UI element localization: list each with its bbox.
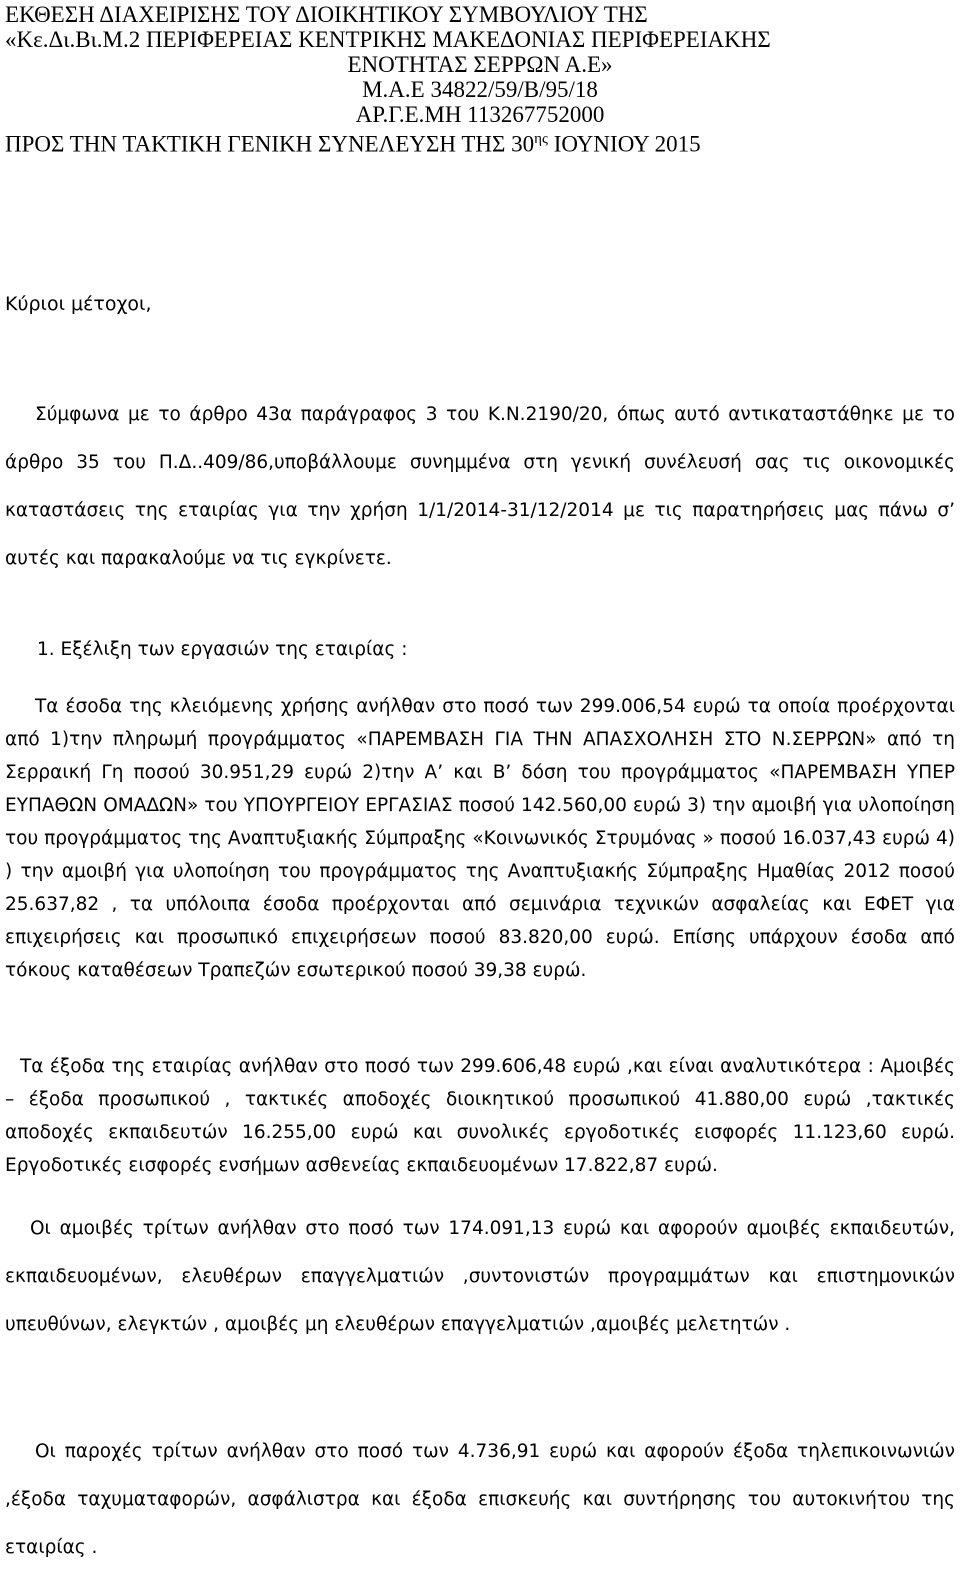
third-party-supplies-paragraph: Οι παροχές τρίτων ανήλθαν στο ποσό των 4.736,91 ευρώ και αφορούν έξοδα τηλεπικοινωνιών ,έξοδα ταχυματαφορών, ασφάλιστρα και έξοδα επισκευής και συντήρησης του αυτοκινήτου της εταιρίας . (5, 1441, 955, 1558)
header-line-assembly (5, 127, 955, 157)
assembly-date: ΙΟΥΝΙΟΥ 2015 (547, 131, 701, 157)
expenses-paragraph: Τα έξοδα της εταιρίας ανήλθαν στο ποσό των 299.606,48 ευρώ ,και είναι αναλυτικότερα : Αμοιβές – έξοδα προσωπικού , τακτικές αποδοχές διοικητικού προσωπικού 41.880,00 ευρώ ,τακτικές αποδοχές εκπαιδευτών 16.255,00 ευρώ και συνολικές εργοδοτικές εισφορές 11.123,60 ευρώ. Εργοδοτικές εισφορές ενσήμων ασθενείας εκπαιδευομένων 17.822,87 ευρώ. (5, 1056, 955, 1176)
header-line-registry-number: Μ.Α.Ε 34822/59/Β/95/18 (362, 77, 598, 102)
header-line-gemi-number: ΑΡ.Γ.Ε.ΜΗ 113267752000 (355, 102, 605, 127)
report-header (5, 2, 955, 157)
header-line-region: ΕΝΟΤΗΤΑΣ ΣΕΡΡΩΝ Α.Ε» (347, 52, 613, 77)
greeting: Κύριοι μέτοχοι, (5, 293, 152, 315)
section-heading-operations: 1. Εξέλιξη των εργασιών της εταιρίας : (37, 639, 408, 660)
third-party-fees-paragraph: Οι αμοιβές τρίτων ανήλθαν στο ποσό των 174.091,13 ευρώ και αφορούν αμοιβές εκπαιδευτών, εκπαιδευομένων, ελευθέρων επαγγελματιών ,συντονιστών προγραμμάτων και επιστημονικών υπευθύνων, ελεγκτών , αμοιβές μη ελευθέρων επαγγελματιών ,αμοιβές μελετητών . (5, 1218, 955, 1335)
header-line-company: «Κε.Δι.Βι.Μ.2 ΠΕΡΙΦΕΡΕΙΑΣ ΚΕΝΤΡΙΚΗΣ ΜΑΚΕΔΟΝΙΑΣ ΠΕΡΙΦΕΡΕΙΑΚΗΣ (5, 27, 771, 52)
income-paragraph: Τα έσοδα της κλειόμενης χρήσης ανήλθαν στο ποσό των 299.006,54 ευρώ τα οποία προέρχονται από 1)την πληρωμή προγράμματος «ΠΑΡΕΜΒΑΣΗ ΓΙΑ ΤΗΝ ΑΠΑΣΧΟΛΗΣΗ ΣΤΟ Ν.ΣΕΡΡΩΝ» από τη Σερραική Γη ποσού 30.951,29 ευρώ 2)την Α’ και Β’ δόση του προγράμματος «ΠΑΡΕΜΒΑΣΗ ΥΠΕΡ ΕΥΠΑΘΩΝ ΟΜΑΔΩΝ» του ΥΠΟΥΡΓΕΙΟΥ ΕΡΓΑΣΙΑΣ ποσού 142.560,00 ευρώ 3) την αμοιβή για υλοποίηση του προγράμματος της Αναπτυξιακής Σύμπραξης «Κοινωνικός Στρυμόνας » ποσού 16.037,43 ευρώ 4) ) την αμοιβή για υλοποίηση του προγράμματος της Αναπτυξιακής Σύμπραξης Ημαθίας 2012 ποσού 25.637,82 , τα υπόλοιπα έσοδα προέρχονται από σεμινάρια τεχνικών ασφαλείας και ΕΦΕΤ για επιχειρήσεις και προσωπικό επιχειρήσεων ποσού 83.820,00 ευρώ. Επίσης υπάρχουν έσοδα από τόκους καταθέσεων Τραπεζών εσωτερικού ποσού 39,38 ευρώ. (5, 696, 955, 981)
assembly-text: ΠΡΟΣ ΤΗΝ ΤΑΚΤΙΚΗ ΓΕΝΙΚΗ ΣΥΝΕΛΕΥΣΗ ΤΗΣ 30 (5, 131, 535, 157)
assembly-ordinal-suffix: ης (534, 131, 548, 147)
intro-paragraph: Σύμφωνα με το άρθρο 43α παράγραφος 3 του Κ.Ν.2190/20, όπως αυτό αντικαταστάθηκε με το άρθρο 35 του Π.Δ..409/86,υποβάλλουμε συνημμένα στη γενική συνέλευσή σας τις οικονομικές καταστάσεις της εταιρίας για την χρήση 1/1/2014-31/12/2014 με τις παρατηρήσεις μας πάνω σ’ αυτές και παρακαλούμε να τις εγκρίνετε. (5, 404, 955, 569)
header-line-title: ΕΚΘΕΣΗ ΔΙΑΧΕΙΡΙΣΗΣ ΤΟΥ ΔΙΟΙΚΗΤΙΚΟΥ ΣΥΜΒΟΥΛΙΟΥ ΤΗΣ (5, 2, 648, 27)
